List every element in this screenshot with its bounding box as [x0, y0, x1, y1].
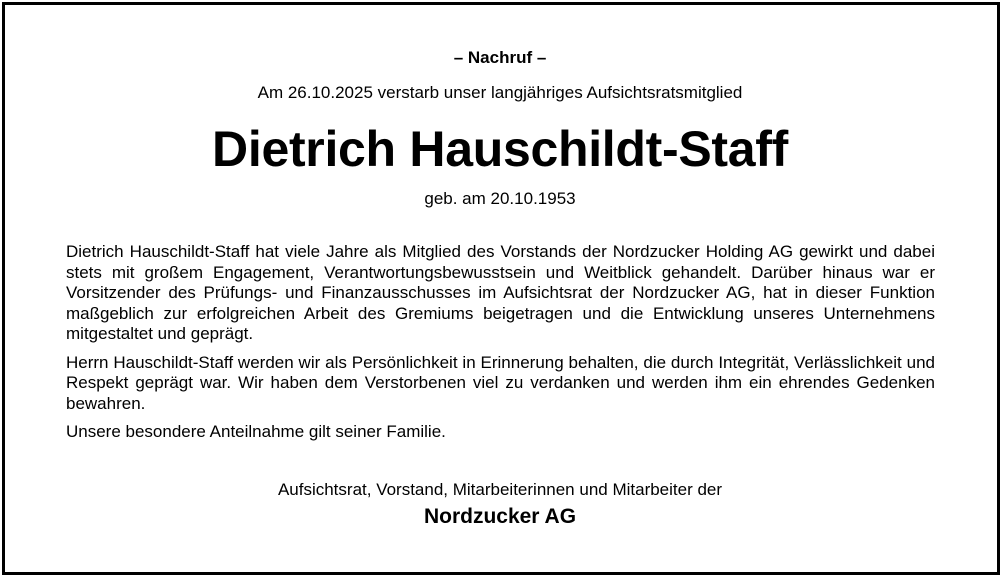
notice-intro: Am 26.10.2025 verstarb unser langjähriges Aufsichtsratsmitglied — [257, 83, 743, 102]
deceased-name: Dietrich Hauschildt-Staff — [212, 121, 788, 177]
text-line: Respekt geprägt war. Wir haben dem Verstorbenen viel zu verdanken und werden ihm ein ehrendes Gedenken — [66, 373, 935, 392]
signoff-line: Aufsichtsrat, Vorstand, Mitarbeiterinnen und Mitarbeiter der — [277, 480, 723, 499]
paragraph-tribute — [66, 242, 935, 345]
text-line: Unsere besondere Anteilnahme gilt seiner Familie. — [66, 422, 446, 441]
text-line: Herrn Hauschildt-Staff werden wir als Persönlichkeit in Erinnerung behalten, die durch Integrität, Verlässlichkeit und — [66, 352, 935, 372]
birth-date: geb. am 20.10.1953 — [424, 189, 576, 208]
text-line: Vorsitzender des Prüfungs- und Finanzausschusses im Aufsichtsrat der Nordzucker AG, hat in dieser Funktion — [66, 283, 935, 302]
text-line: mitgestaltet und geprägt. — [66, 324, 254, 343]
text-line: Dietrich Hauschildt-Staff hat viele Jahre als Mitglied des Vorstands der Nordzucker Holding AG gewirkt und dabei — [66, 242, 935, 261]
paragraph-condolence — [66, 422, 935, 443]
text-line: maßgeblich zur erfolgreichen Arbeit des Gremiums beigetragen und die Entwicklung unseres Unternehmens — [66, 303, 935, 323]
notice-kicker: – Nachruf – — [453, 48, 547, 67]
company-name: Nordzucker AG — [423, 505, 577, 528]
text-line: stets mit großem Engagement, Verantwortungsbewusstsein und Weitblick gehandelt. Darüber hinaus war er — [66, 262, 935, 282]
text-line: bewahren. — [66, 393, 146, 413]
paragraph-remembrance — [66, 353, 935, 415]
notice-body — [66, 242, 935, 451]
